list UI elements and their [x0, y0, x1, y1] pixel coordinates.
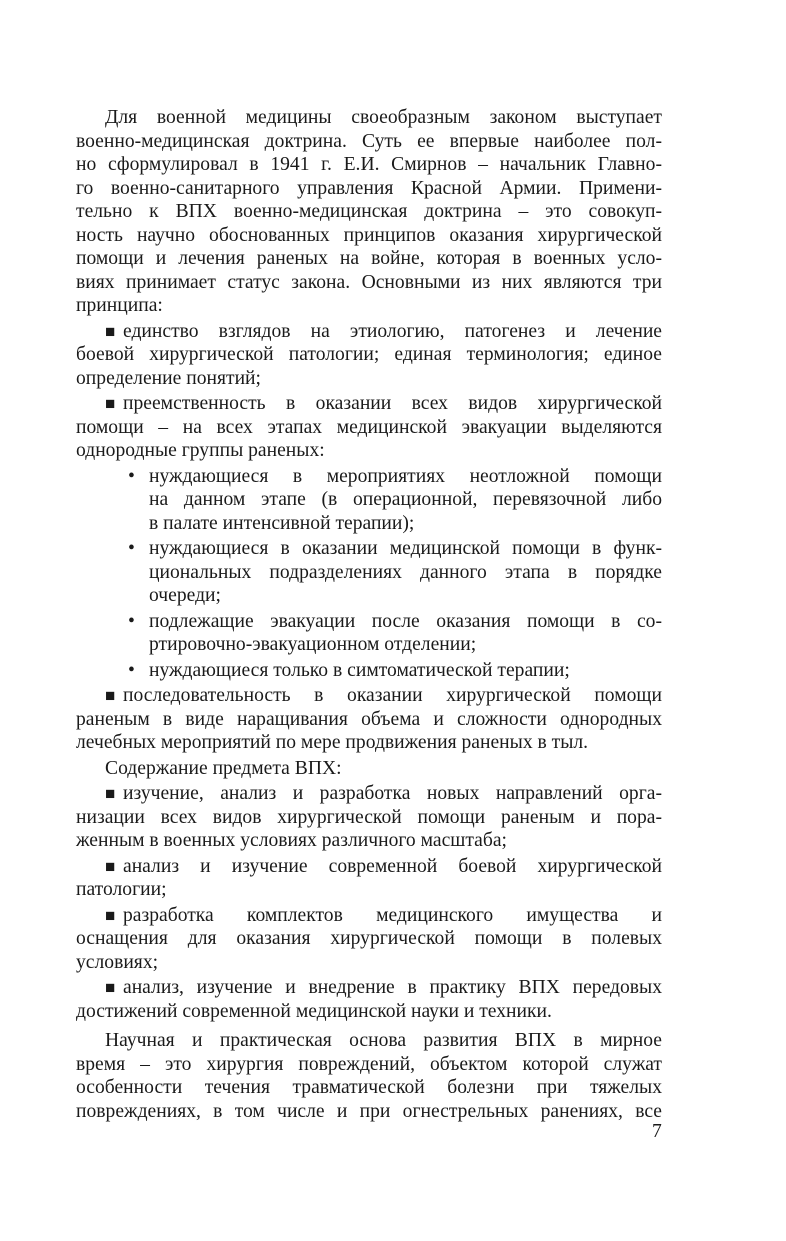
- text-line: ■ анализ, изучение и внедрение в практику ВПХ передовых: [105, 977, 662, 998]
- text-line: очереди;: [149, 585, 221, 606]
- text-line: особенности течения травматической болезни при тяжелых: [76, 1077, 662, 1098]
- principle-item: [76, 320, 662, 391]
- text-line: повреждениях, в том числе и при огнестрельных ранениях, все: [76, 1100, 662, 1122]
- content-item: [76, 782, 662, 853]
- text-line: ■ анализ и изучение современной боевой хирургической: [105, 855, 662, 877]
- round-bullet-icon: •: [128, 465, 135, 487]
- text-line: помощи и лечения раненых на войне, которая в военных усло-: [76, 248, 662, 269]
- page-number: 7: [652, 1121, 662, 1142]
- round-bullet-icon: •: [128, 610, 135, 632]
- text-line: на данном этапе (в операционной, перевязочной либо: [149, 489, 662, 510]
- text-line: • нуждающиеся в оказании медицинской помощи в функ-: [128, 538, 662, 559]
- text-line: ■ преемственность в оказании всех видов хирургической: [105, 393, 662, 414]
- text-line: Научная и практическая основа развития ВПХ в мирное: [105, 1030, 662, 1051]
- wounded-groups-list: [76, 465, 662, 683]
- text-line: лечебных мероприятий по мере продвижения раненых в тыл.: [76, 732, 589, 753]
- text-line: оснащения для оказания хирургической помощи в полевых: [76, 928, 662, 949]
- text-line: женным в военных условиях различного масштаба;: [76, 830, 507, 851]
- square-bullet-icon: ■: [105, 394, 116, 413]
- text-line: ■ последовательность в оказании хирургической помощи: [105, 685, 662, 706]
- principle-item: [76, 392, 662, 463]
- square-bullet-icon: ■: [105, 905, 116, 925]
- content-item: [76, 976, 662, 1023]
- text-line: достижений современной медицинской науки и техники.: [76, 1000, 552, 1022]
- text-line: Для военной медицины своеобразным законом выступает: [105, 107, 662, 128]
- text-line: раненым в виде наращивания объема и сложности однородных: [76, 708, 662, 730]
- text-line: ■ изучение, анализ и разработка новых направлений орга-: [105, 783, 662, 804]
- text-line: ■ единство взглядов на этиологию, патогенез и лечение: [105, 320, 662, 342]
- text-line: тельно к ВПХ военно-медицинская доктрина – это совокуп-: [76, 201, 662, 222]
- text-line: но сформулировал в 1941 г. Е.И. Смирнов – начальник Главно-: [76, 154, 662, 175]
- text-line: время – это хирургия повреждений, объектом которой служат: [76, 1053, 662, 1075]
- text-line: условиях;: [76, 951, 159, 973]
- intro-paragraph: [76, 106, 662, 318]
- round-bullet-icon: •: [128, 538, 135, 559]
- square-bullet-icon: ■: [105, 686, 116, 705]
- text-line: • нуждающиеся в мероприятиях неотложной помощи: [128, 465, 662, 487]
- text-line: • нуждающиеся только в симтоматической терапии;: [128, 659, 570, 681]
- principle-item: [76, 684, 662, 755]
- text-line: в палате интенсивной терапии);: [149, 512, 415, 534]
- text-line: ртировочно-эвакуационном отделении;: [149, 634, 477, 655]
- text-line: циональных подразделениях данного этапа в порядке: [149, 561, 662, 583]
- text-line: виях принимает статус закона. Основными из них являются три: [76, 271, 662, 293]
- content-heading: [76, 757, 662, 781]
- text-line: однородные группы раненых:: [76, 440, 325, 461]
- text-line: Содержание предмета ВПХ:: [105, 757, 342, 779]
- list-item: [128, 537, 662, 608]
- list-item: [128, 465, 662, 536]
- text-line: ■ разработка комплектов медицинского имущества и: [105, 904, 662, 926]
- square-bullet-icon: ■: [105, 978, 116, 997]
- square-bullet-icon: ■: [105, 784, 116, 803]
- text-line: ность научно обоснованных принципов оказания хирургической: [76, 224, 662, 246]
- text-line: определение понятий;: [76, 367, 261, 389]
- content-item: [76, 855, 662, 902]
- closing-paragraph: [76, 1029, 662, 1123]
- text-line: низации всех видов хирургической помощи раненым и пора-: [76, 806, 662, 828]
- text-line: боевой хирургической патологии; единая терминология; единое: [76, 344, 662, 365]
- text-line: принципа:: [76, 295, 163, 316]
- text-line: го военно-санитарного управления Красной Армии. Примени-: [76, 177, 662, 199]
- page-body: [76, 106, 662, 1125]
- content-item: [76, 904, 662, 975]
- text-line: военно-медицинская доктрина. Суть ее впервые наиболее пол-: [76, 130, 662, 152]
- round-bullet-icon: •: [128, 659, 135, 681]
- text-line: помощи – на всех этапах медицинской эвакуации выделяются: [76, 416, 662, 438]
- list-item: [128, 659, 662, 683]
- text-line: патологии;: [76, 879, 167, 900]
- square-bullet-icon: ■: [105, 321, 116, 341]
- text-line: • подлежащие эвакуации после оказания помощи в со-: [128, 610, 662, 632]
- square-bullet-icon: ■: [105, 856, 116, 876]
- list-item: [128, 610, 662, 657]
